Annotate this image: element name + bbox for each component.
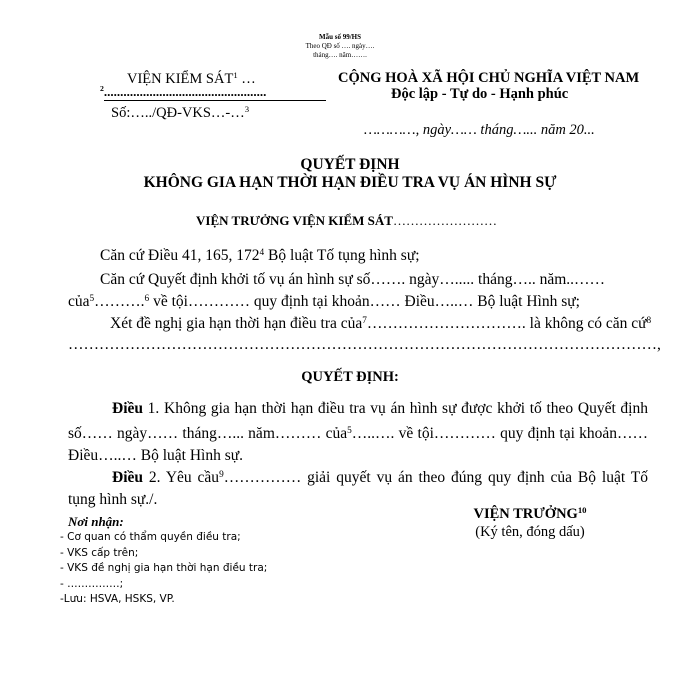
form-number: Mẫu số 99/HS <box>318 33 361 41</box>
recipient-item: - VKS cấp trên; <box>60 546 139 559</box>
footnote-mark: 7 <box>362 316 367 326</box>
footnote-mark: 6 <box>144 294 150 304</box>
footnote-mark: 5 <box>89 294 95 304</box>
basis-paragraph-1: Căn cứ Điều 41, 165, $172^4$ Bộ luật Tố tụng hình sự; <box>100 247 420 264</box>
document-subtitle: KHÔNG GIA HẠN THỜI HẠN ĐIỀU TRA VỤ ÁN HÌNH SỰ <box>143 174 557 191</box>
footnote-mark: 3 <box>244 104 250 114</box>
footnote-mark: 8 <box>646 316 652 326</box>
sub-agency-line: $^2$.................................................. <box>100 84 267 99</box>
footnote-mark: 10 <box>577 505 587 515</box>
article-2: Điều 2. Yêu cầu$^9$…………… giải quyết vụ án theo đúng quy định của Bộ luật Tố tụng hình sự./. <box>68 469 648 508</box>
recipient-item: - ……………; <box>60 577 124 590</box>
signature-title: VIỆN TRƯỞNG$^{10}$ <box>473 505 587 522</box>
recipient-item: -Lưu: HSVA, HSKS, VP. <box>60 593 175 605</box>
footnote-mark: 9 <box>219 470 224 480</box>
agency-name: VIỆN KIỂM SÁT$^1$ … <box>127 70 256 87</box>
motto: Độc lập - Tự do - Hạnh phúc <box>391 86 569 102</box>
article-1: Điều 1. Không gia hạn thời hạn điều tra vụ án hình sự được khởi tố theo Quyết định số…… ngày…… tháng…... năm……… của$^5$…..…. về tội………… quy định tại khoản…… Điều…..… Bộ luật Hình sự. <box>68 400 649 464</box>
footnote-mark: 4 <box>259 248 265 258</box>
recipient-item: - VKS đề nghị gia hạn thời hạn điều tra; <box>60 562 268 574</box>
document-title: QUYẾT ĐỊNH <box>300 156 400 173</box>
nation-title: CỘNG HOÀ XÃ HỘI CHỦ NGHĨA VIỆT NAM <box>338 70 640 86</box>
header-underline <box>104 100 326 101</box>
footnote-mark: 1 <box>233 70 238 80</box>
decision-number: Số:…../QĐ-VKS…-…$^3$ <box>111 104 250 121</box>
basis-dots-line: ……………………………………………………………………………………………………, <box>68 336 661 353</box>
signature-note: (Ký tên, đóng dấu) <box>475 524 585 540</box>
recipients-list <box>60 530 267 608</box>
basis-paragraph-2-line1: Căn cứ Quyết định khởi tố vụ án hình sự số……. ngày…..... tháng….. năm..…… <box>100 271 606 288</box>
basis-paragraph-3: Xét đề nghị gia hạn thời hạn điều tra của$^7$…………………………. là không có căn cứ$^8$ <box>110 315 652 332</box>
footnote-mark: 5 <box>347 426 352 436</box>
place-date: …………, ngày…… tháng…... năm 20... <box>364 122 595 138</box>
basis-paragraph-2-line2: của$^5$……….$^6$ về tội………… quy định tại khoản…… Điều…..… Bộ luật Hình sự; <box>68 293 580 310</box>
decision-heading: QUYẾT ĐỊNH: <box>301 369 399 385</box>
issuing-authority: VIỆN TRƯỞNG VIỆN KIỂM SÁT…………………… <box>196 213 497 228</box>
form-decision-date: tháng…. năm……. <box>313 51 367 59</box>
recipients-heading: Nơi nhận: <box>68 514 124 529</box>
recipient-item: - Cơ quan có thẩm quyền điều tra; <box>60 531 241 543</box>
form-decision-ref: Theo QĐ số …. ngày…. <box>305 42 375 50</box>
footnote-mark: 2 <box>100 84 104 93</box>
